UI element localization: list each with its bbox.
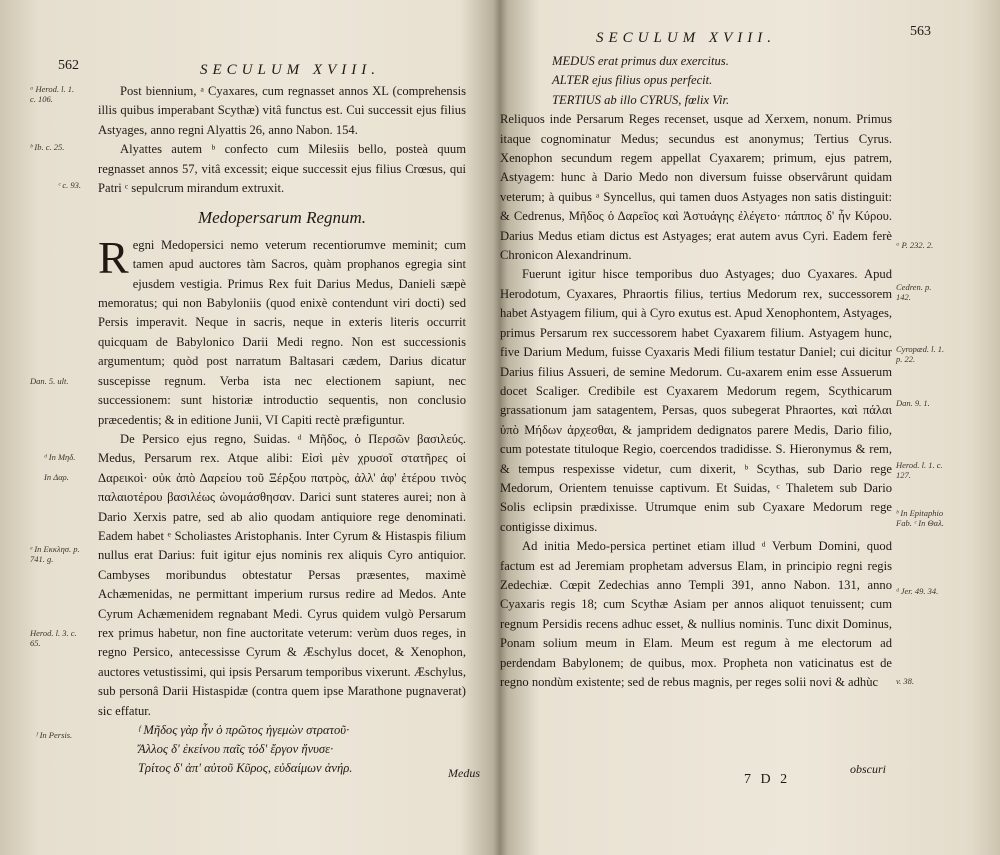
catchword: Medus <box>448 766 480 780</box>
paragraph: Post biennium, ᵃ Cyaxares, cum regnasset annos XL (comprehensis illis quibus imperabant Scythæ) vitâ functus est. Cui successit ejus filius Astyages, anno regni Alyattis 26, anno Nabon. 154. <box>98 84 466 137</box>
verse-line: ALTER ejus filius opus perfecit. <box>552 73 713 88</box>
paragraph: Alyattes autem ᵇ confecto cum Milesiis bello, posteà quum regnasset annos 57, vitâ excessit; eique successit ejus filius Crœsus, qui Patri ᶜ sepulcrum mirandum extruxit. <box>98 142 466 196</box>
catchword: obscuri <box>850 762 886 776</box>
paragraph-text: egni Medopersici nemo veterum recentiorumve meminit; cum tamen apud auctores tàm Sacros, quàm prophanos egregia sint ejusdem vestigia. Primus Rex fuit Darius Medus, Danieli sæpè memoratus; qui non Babyloniis (quod enixè contendunt viri docti) sed Persis imperavit. Neque in sacris, neque in exteris literis occurrit quicquam de Babylonico Darii Medi regno. Non est successionis argumentum; quòd post narratum Baltasari cædem, Darius dicatur suscepisse regnum. Verba ista nec electionem sapiunt, nec successionem: sunt historiæ introductio sequentis, non conclusio præcedentis; & in editione Junii, VI Capiti rectè præfiguntur. <box>98 237 466 427</box>
section-heading: Medopersarum Regnum. <box>197 208 367 228</box>
margin-note: ᵇ Ib. c. 25. <box>30 142 65 152</box>
margin-note: Dan. 5. ult. <box>30 376 69 386</box>
margin-note: Herod. l. 1. c. 127. <box>896 460 943 480</box>
margin-note: v. 38. <box>896 676 915 686</box>
margin-note: ᵃ Herod. l. 1. c. 106. <box>30 84 75 104</box>
verse-line: ᶠ Μῆδος γὰρ ἦν ὁ πρῶτος ἡγεμὼν στρατοῦ· <box>138 723 350 737</box>
margin-note: In Δαρ. <box>44 472 69 482</box>
margin-note: Herod. l. 3. c. 65. <box>30 628 77 648</box>
paragraph: Fuerunt igitur hisce temporibus duo Astyages; duo Cyaxares. Apud Herodotum, Cyaxares, Phraortis filius, tertius Medorum rex, successorem habet Astyagem filium, qui à Cyro exutus est. Apud Xenophontem, Astyages, primus Persarum rex successorem habet Cyaxarem filium. Astyagem hunc, five Darium Medum, fuisse Cyaxaris Medi filium testatur Daniel; cui dicitur Darius filius Assueri, de semine Medorum. Cu-axarem enim esse Assuerum docet Scaliger. Credibile est Cyaxarem Medorum regem, Scythicarum grassationum jam satagentem, Persas, quos subegerat Phraortes, καὶ πάλαι ὑπὸ Μήδων ἀρχεσθαι, & jampridem dedignatos parere Medis, Dario filio, cum potestate tituloque Regio, coercendos tradidisse. S. Hieronymus & rem, & tempus respexisse videtur, cum dixerit, ᵇ Scythas, sub Dario rege Medorum, Orientem tenuisse captivum. Et Suidas, ᶜ Thaletem sub Dario Solis eclipsin prædixisse. Utrumque enim sub Cyaxare Medorum rege contigisse diximus. <box>500 267 892 534</box>
verse-line: Τρίτος δ' ἀπ' αὐτοῦ Κῦρος, εὐδαίμων ἀνήρ. <box>138 761 353 775</box>
left-page <box>0 0 493 855</box>
margin-note: ᵇ In Epitaphio Fab. ᶜ In Θαλ. <box>896 508 944 528</box>
margin-note: ᵉ In Εκκλησ. p. 741. g. <box>30 544 80 564</box>
margin-note: ᵃ P. 232. 2. <box>896 240 934 250</box>
margin-note: ᵈ In Μηδ. <box>44 452 76 462</box>
margin-note: ᶠ In Persis. <box>36 730 73 740</box>
running-head: SECULUM XVIII. <box>596 30 776 46</box>
drop-cap: R <box>98 231 129 283</box>
paragraph <box>98 231 466 430</box>
page-number: 563 <box>910 24 931 39</box>
margin-note: Cyropæd. l. 1. p. 22. <box>896 344 945 364</box>
greek-verse <box>98 721 466 778</box>
margin-note: ᵈ Jer. 49. 34. <box>896 586 939 596</box>
verse-line: TERTIUS ab illo CYRUS, fœlix Vir. <box>552 92 730 107</box>
right-page <box>500 0 1000 855</box>
right-text-block <box>500 52 892 692</box>
running-head: SECULUM XVIII. <box>200 62 380 78</box>
margin-note: Dan. 9. 1. <box>896 398 930 408</box>
paragraph: Reliquos inde Persarum Reges recenset, usque ad Xerxem, nonum. Primus itaque cognominatur Medus; secundus est anonymus; Tertius Cyrus. Xenophon secundum regem appellat Cyaxarem; primum, ejus patrem, Astyagem: hunc à Dario Medo non diversum fuisse observârunt quidam veterum; à quibus ᵃ Syncellus, qui tamen duos Astyages non satis distinguit: & Cedrenus, Μῆδος ὁ Δαρεῖος καὶ Ἀστυάγης ἐλέγετο· πάππος δ' ἦν Κύρου. Darius Medus etiam dictus est Astyages; erat autem avus Cyri. Eadem ferè Chronicon Alexandrinum. <box>500 112 892 263</box>
margin-note: Cedren. p. 142. <box>896 282 932 302</box>
latin-verse <box>500 52 892 110</box>
page-number: 562 <box>58 58 79 73</box>
signature-mark: 7 D 2 <box>744 772 791 787</box>
paragraph: Ad initia Medo-persica pertinet etiam illud ᵈ Verbum Domini, quod factum est ad Jeremiam prophetam adversus Elam, in principio regni regis Zedechiæ. Cœpit Zedechias anno Templi 391, anno Nabon. 131, anno Cyaxaris regis 18; cum Scythæ Asiam per annos aliquot tenuissent; cum regnum Persidis recens adhuc esset, & nullius nominis. Tunc dixit Dominus, Ponam solium meum in Elam. Meum est regum à me electorum ad perdendam Babylonem; de quibus, mox. Propheta non vaticinatus est de regno nondùm existente; sed de rebus magnis, per reges solii novi & adhùc <box>500 539 892 689</box>
paragraph: De Persico ejus regno, Suidas. ᵈ Μῆδος, ὁ Περσῶν βασιλεύς. Medus, Persarum rex. Atque alibi: Εἰσὶ μὲν χρυσοῖ στατῆρες οἱ Δαρεικοὶ· οὐκ ἀπὸ Δαρείου τοῦ Ξέρξου πατρὸς, ἀλλ' ἀφ' ἑτέρου τινὸς παλαιοτέρου βασιλέως ὠνομάσθησαν. Darici sunt stateres aurei; non à Dario Xerxis patre, sed ab alio quodam antiquiore rege denominati. Eadem habet ᵉ Scholiastes Aristophanis. Inter Cyrum & Histaspis filium nullus erat Darius: fuit igitur ejus nominis rex aliquis Cyro antiquior. Cambyses moribundus obtestatur Persas præsentes, maximè Achæmenidas, ne permittant imperium rursus redire ad Medos. Ante Cyrum Achæmenidem regnabant Medi. Cyrus quidem vulgò Persarum rex primus habetur, non fine auctoritate veterum: verùm duos reges, in regno Persico, antecessisse Cyrum & Æschylus docet, & Xenophon, auctores vetustissimi, qui ipsis Persarum temporibus vixerunt. Æschylus, sub personâ Darii Histaspidæ (contra quem ipse Marathone pugnaverat) sic effatur. <box>98 431 466 718</box>
verse-line: Ἄλλος δ' ἐκείνου παῖς τόδ' ἔργον ἤνυσε· <box>138 742 334 756</box>
left-text-block <box>98 82 466 778</box>
margin-note: ᶜ c. 93. <box>58 180 82 190</box>
verse-line: MEDUS erat primus dux exercitus. <box>552 54 729 68</box>
